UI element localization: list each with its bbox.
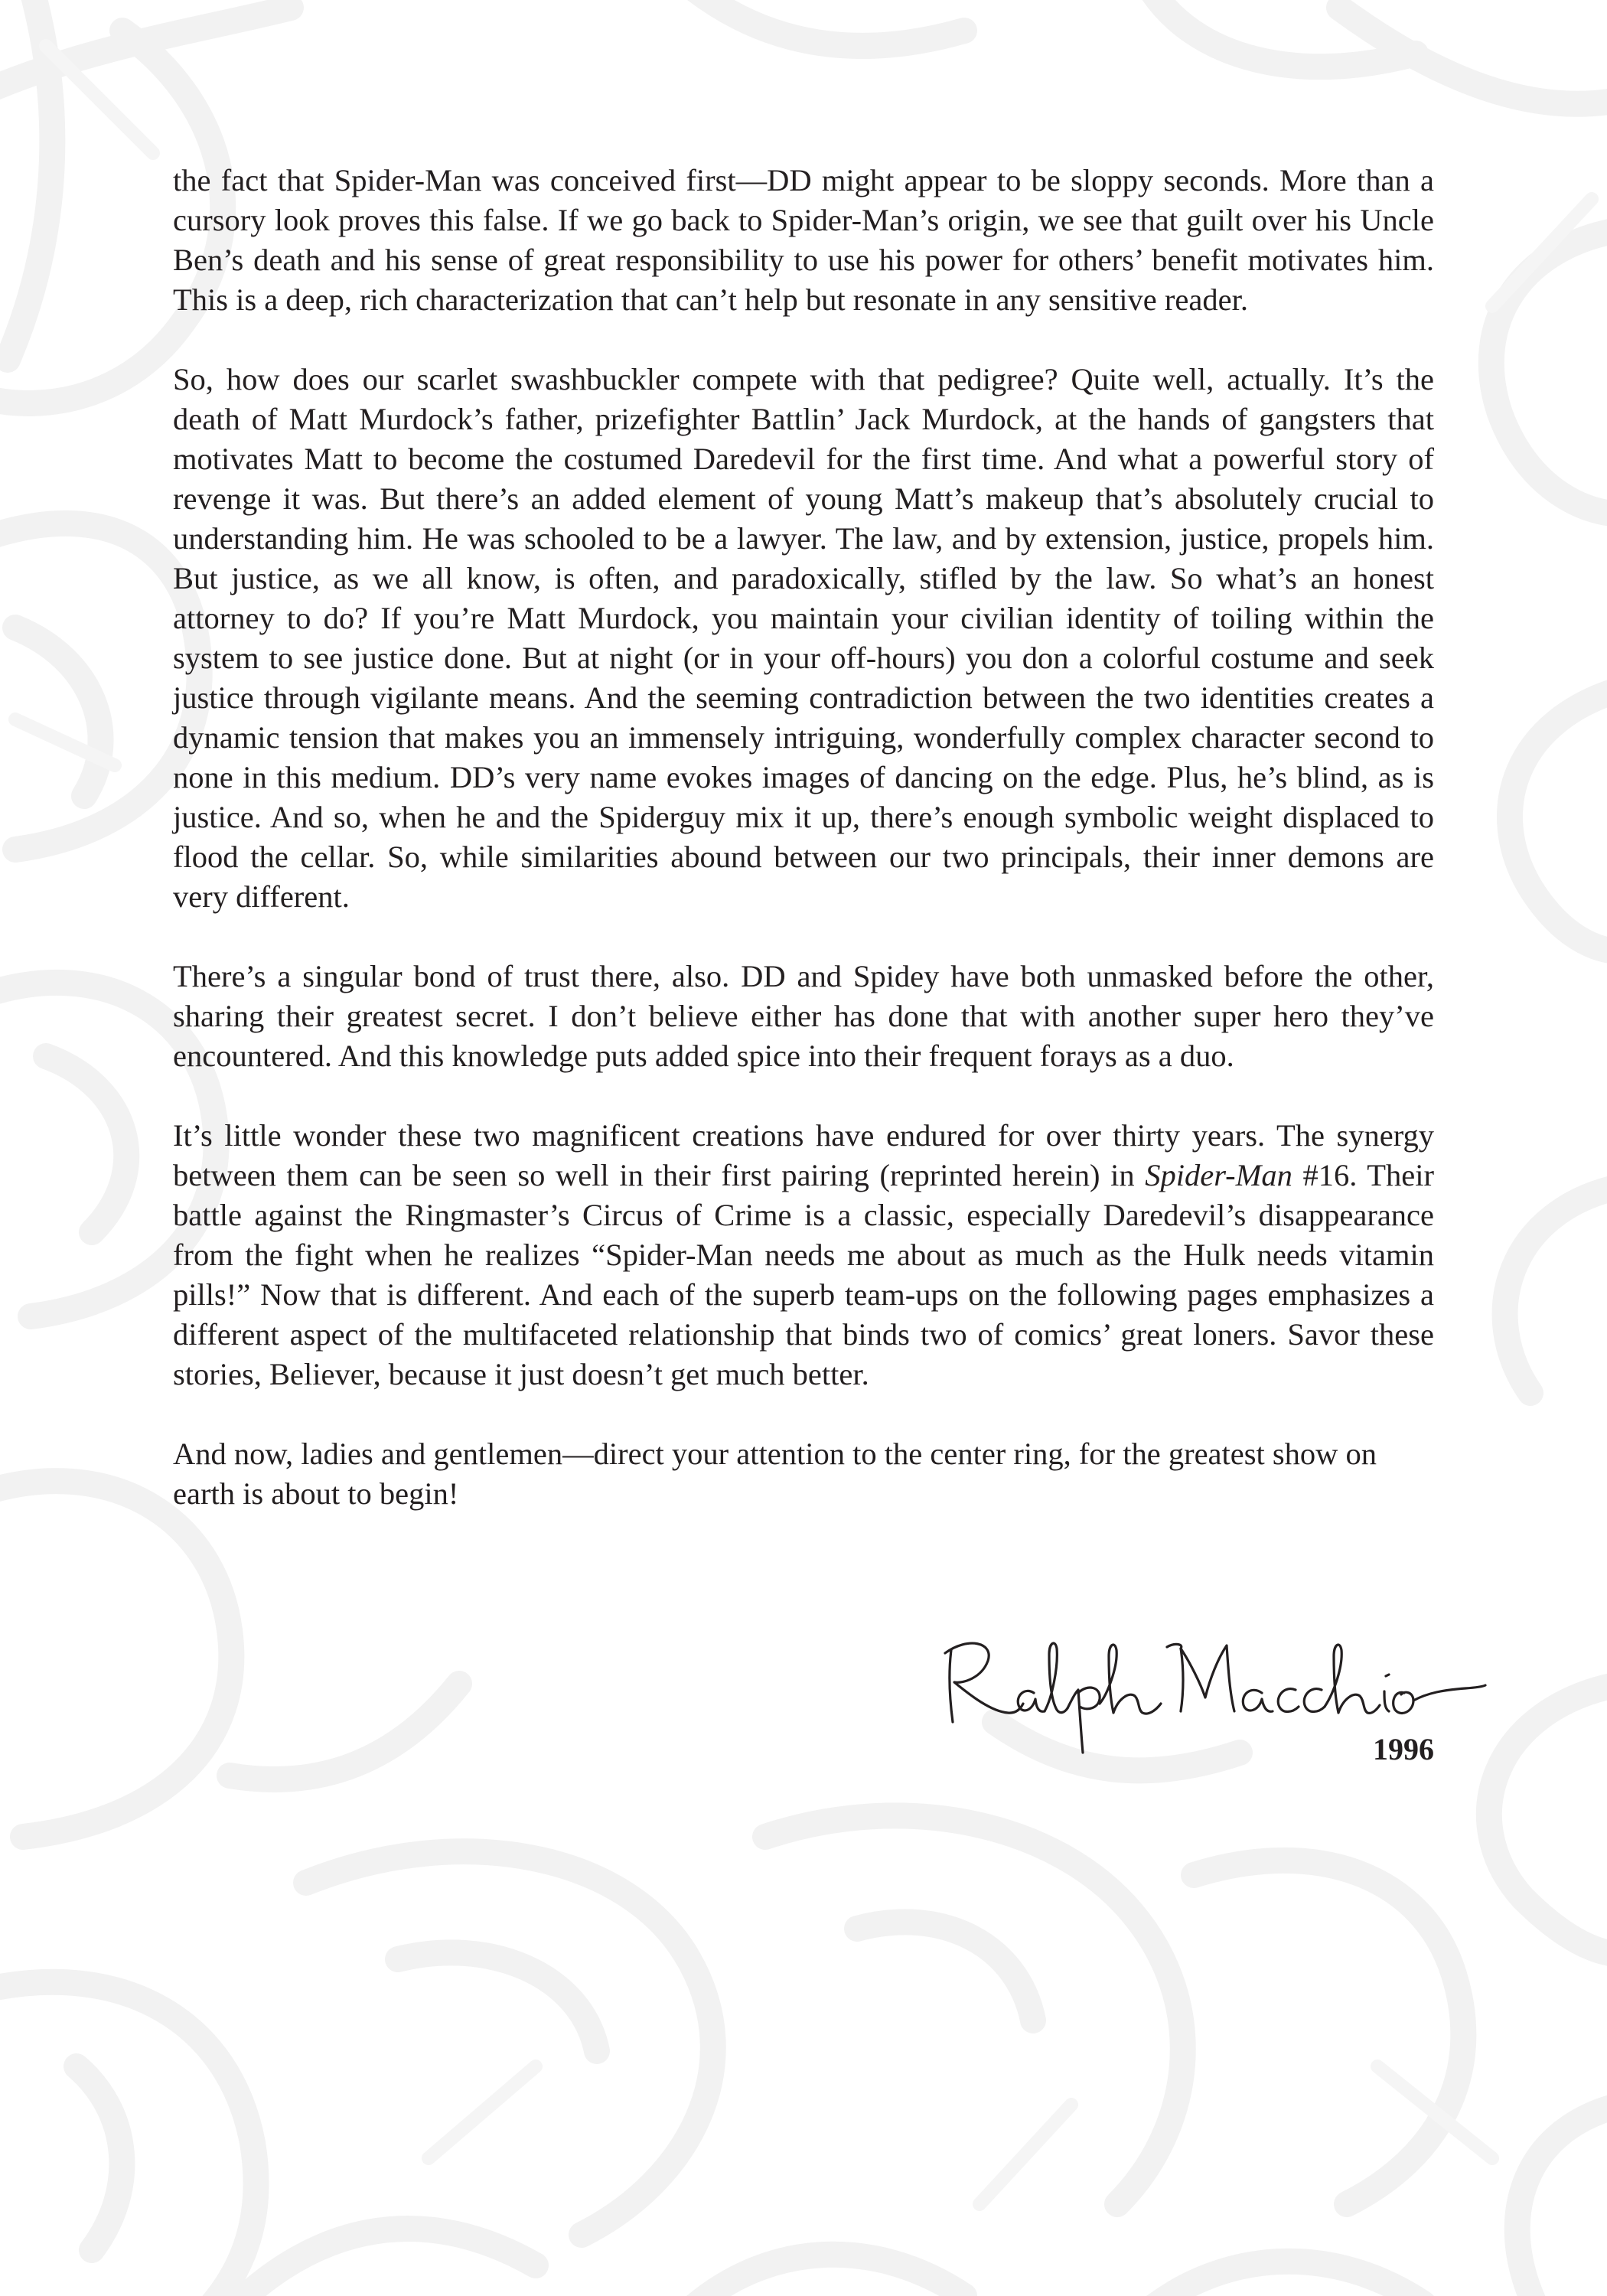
signature-year: 1996 [1373,1732,1434,1766]
paragraph-2: So, how does our scarlet swashbuckler compete with that pedigree? Quite well, actually. It’s the death of Matt Murdock’s father, prizefighter Battlin’ Jack Murdock, at the hands of gangsters that motivates Matt to become the costumed Daredevil for the first time. And what a powerful story of revenge it was. But there’s an added element of young Matt’s makeup that’s absolutely crucial to understanding him. He was schooled to be a lawyer. The law, and by extension, justice, propels him. But justice, as we all know, is often, and paradoxically, stifled by the law. So what’s an honest attorney to do? If you’re Matt Murdock, you maintain your civilian identity of toiling within the system to see justice done. But at night (or in your off-hours) you don a colorful costume and seek justice through vigilante means. And the seeming contradiction between the two identities creates a dynamic tension that makes you an immensely intriguing, wonderfully complex character second to none in this medium. DD’s very name evokes images of dancing on the edge. Plus, he’s blind, as is justice. And so, when he and the Spiderguy mix it up, there’s enough symbolic weight displaced to flood the cellar. So, while similarities abound between our two principals, their inner demons are very different. [173,362,1434,914]
paragraph-3: There’s a singular bond of trust there, also. DD and Spidey have both unmasked before the other, sharing their greatest secret. I don’t believe either has done that with another super hero they’ve encountered. And this knowledge puts added spice into their frequent forays as a duo. [173,959,1434,1073]
comic-title-italic: Spider-Man [1145,1158,1292,1192]
paragraph-4-text-before: It’s little wonder these two magnificent creations have endured for over thirty years. The synergy between them can be seen so well in their first pairing (reprinted herein) in [173,1118,1434,1192]
paragraph-4-text-after: #16. Their battle against the Ringmaster’s Circus of Crime is a classic, especially Daredevil’s disappearance from the fight when he realizes “Spider-Man needs me about as much as the Hulk needs vitamin pills!” Now that is different. And each of the superb team-ups on the following pages emphasizes a different aspect of the multifaceted relationship that binds two of comics’ great loners. Savor these stories, Believer, because it just doesn’t get much better. [173,1158,1434,1391]
paragraph-4 [173,1116,1434,1394]
paragraph-5: And now, ladies and gentlemen—direct your attention to the center ring, for the greatest show on earth is about to begin! [173,1437,1377,1511]
paragraph-1: the fact that Spider-Man was conceived first—DD might appear to be sloppy seconds. More than a cursory look proves this false. If we go back to Spider-Man’s origin, we see that guilt over his Uncle Ben’s death and his sense of great responsibility to use his power for others’ benefit motivates him. This is a deep, rich characterization that can’t help but resonate in any sensitive reader. [173,163,1434,317]
article-body [173,161,1434,1554]
